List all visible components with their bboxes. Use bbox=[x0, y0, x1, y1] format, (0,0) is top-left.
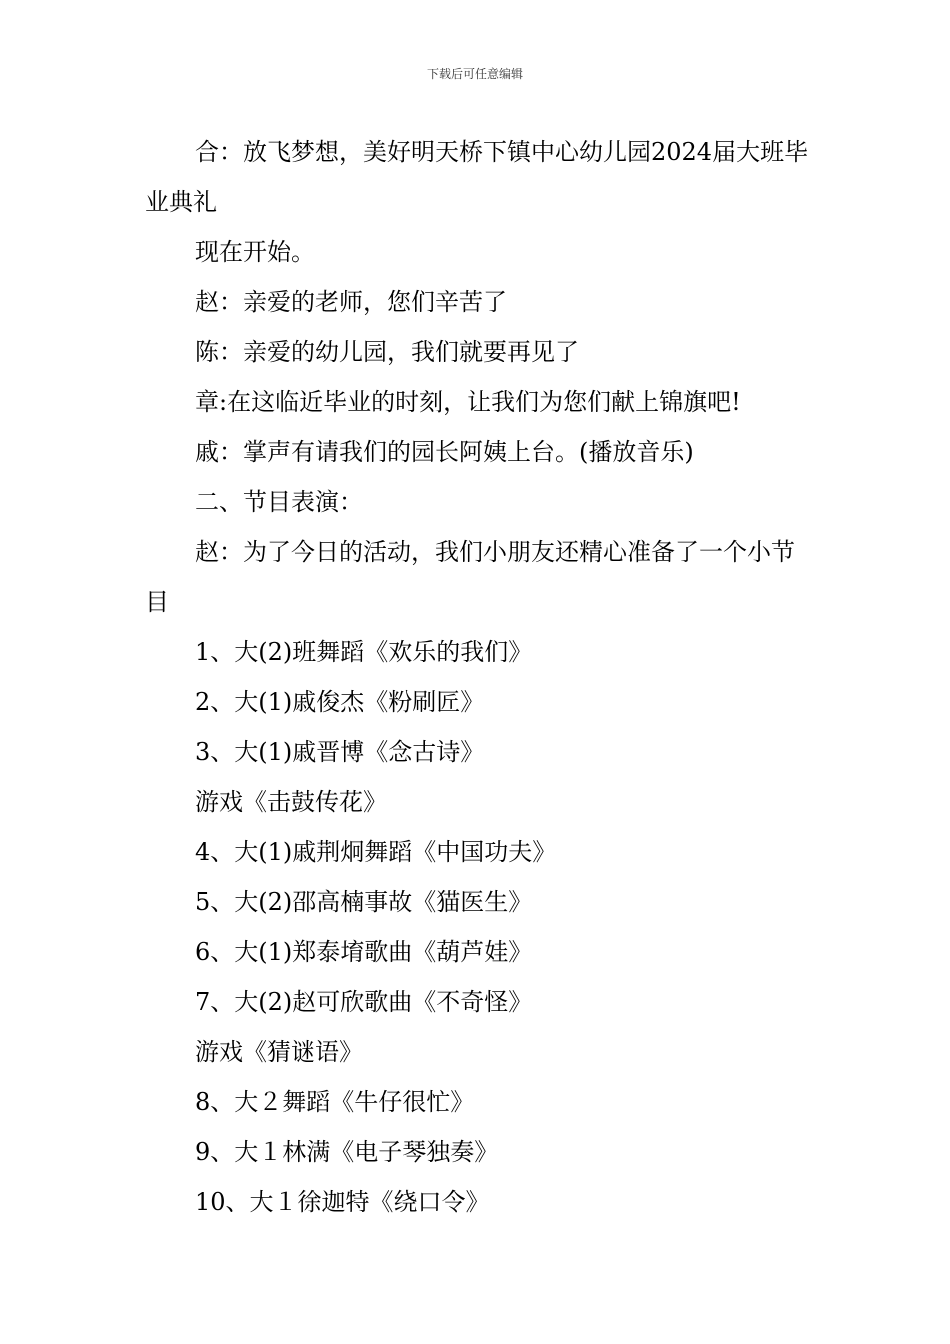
program-item: 7、大(2)赵可欣歌曲《不奇怪》 bbox=[195, 988, 533, 1016]
paragraph-ceremony-title: 合：放飞梦想，美好明天桥下镇中心幼儿园2024届大班毕业典礼 bbox=[145, 138, 809, 216]
paragraph-qi-principal: 戚：掌声有请我们的园长阿姨上台。(播放音乐) bbox=[195, 438, 694, 466]
paragraph-start: 现在开始。 bbox=[195, 238, 315, 266]
program-item: 6、大(1)郑泰堉歌曲《葫芦娃》 bbox=[195, 938, 533, 966]
program-item: 2、大(1)戚俊杰《粉刷匠》 bbox=[195, 688, 485, 716]
paragraph-zhao-teachers: 赵：亲爱的老师，您们辛苦了 bbox=[195, 288, 507, 316]
program-item: 4、大(1)戚荆炯舞蹈《中国功夫》 bbox=[195, 838, 557, 866]
game-item: 游戏《击鼓传花》 bbox=[195, 788, 387, 816]
program-item: 8、大２舞蹈《牛仔很忙》 bbox=[195, 1088, 475, 1116]
section-heading-performances: 二、节目表演： bbox=[195, 488, 363, 516]
program-item: 1、大(2)班舞蹈《欢乐的我们》 bbox=[195, 638, 533, 666]
document-body bbox=[145, 127, 815, 1227]
page-header: 下载后可任意编辑 bbox=[426, 67, 523, 81]
program-item: 5、大(2)邵高楠事故《猫医生》 bbox=[195, 888, 533, 916]
program-item: 10、大１徐迦特《绕口令》 bbox=[195, 1188, 490, 1216]
program-item: 3、大(1)戚晋博《念古诗》 bbox=[195, 738, 485, 766]
paragraph-zhang-banner: 章:在这临近毕业的时刻，让我们为您们献上锦旗吧! bbox=[195, 388, 741, 416]
paragraph-zhao-program: 赵：为了今日的活动，我们小朋友还精心准备了一个小节目 bbox=[145, 538, 795, 616]
program-item: 9、大１林满《电子琴独奏》 bbox=[195, 1138, 499, 1166]
game-item: 游戏《猜谜语》 bbox=[195, 1038, 363, 1066]
paragraph-chen-kindergarten: 陈：亲爱的幼儿园，我们就要再见了 bbox=[195, 338, 579, 366]
